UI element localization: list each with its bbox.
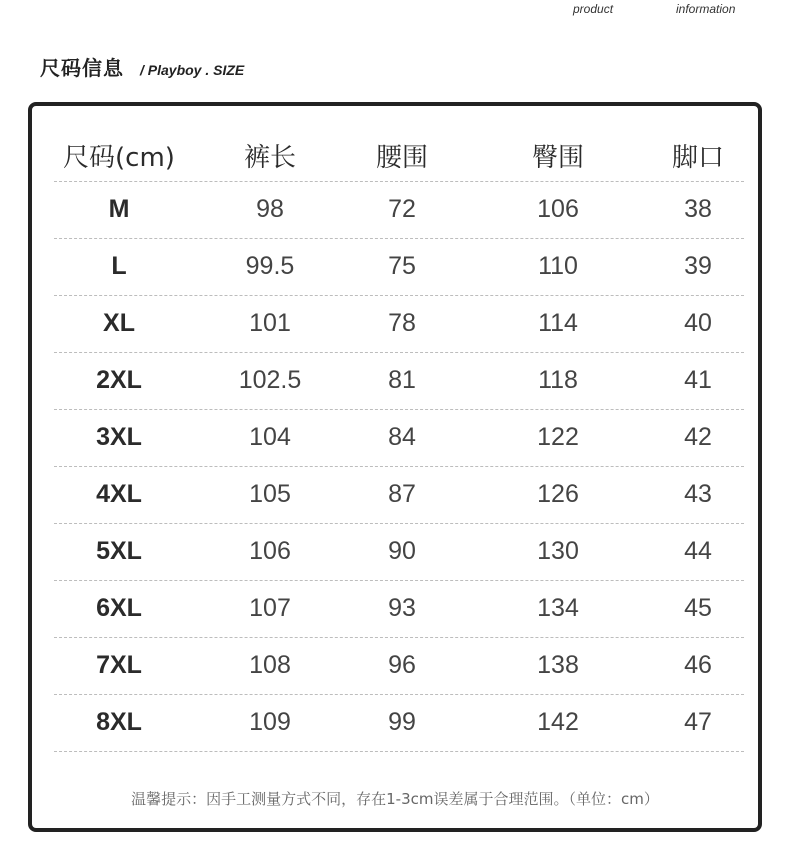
measurement-cell: 90 [388,537,416,565]
size-label-cell: 8XL [96,708,142,736]
measurement-cell: 130 [537,537,579,565]
meta-information-label: information [676,2,736,16]
size-label-cell: XL [103,309,135,337]
table-row [54,409,744,466]
measurement-cell: 102.5 [238,366,302,394]
size-label-cell: 5XL [96,537,142,565]
measurement-cell: 107 [249,594,291,622]
measurement-cell: 44 [684,537,712,565]
column-header: 腰围 [375,142,428,173]
measurement-cell: 114 [538,309,578,337]
table-row [54,694,744,751]
column-header: 脚口 [671,142,724,173]
page-subtitle: / Playboy . SIZE [140,62,245,78]
measurement-cell: 75 [388,252,416,280]
measurement-cell: 110 [538,252,578,280]
measurement-cell: 41 [684,366,712,394]
measurement-note: 温馨提示：因手工测量方式不同，存在1-3cm误差属于合理范围。（单位：cm） [131,790,659,808]
measurement-cell: 108 [249,651,291,679]
table-row [54,181,744,238]
measurement-cell: 93 [388,594,416,622]
table-row [54,295,744,352]
measurement-cell: 142 [537,708,579,736]
size-label-cell: M [108,195,130,223]
table-row [54,523,744,580]
measurement-cell: 39 [684,252,712,280]
measurement-cell: 99.5 [245,252,295,280]
size-label-cell: 2XL [96,366,142,394]
measurement-cell: 122 [537,423,579,451]
measurement-cell: 45 [684,594,712,622]
measurement-cell: 126 [537,480,579,508]
column-header: 臀围 [531,142,584,173]
size-label-cell: 4XL [96,480,142,508]
column-header: 裤长 [243,142,296,173]
measurement-cell: 105 [249,480,291,508]
size-label-cell: L [111,252,127,280]
measurement-cell: 106 [249,537,291,565]
measurement-cell: 101 [249,309,291,337]
page-title: 尺码信息 [40,56,124,80]
table-header-row [54,132,744,178]
size-label-cell: 3XL [96,423,142,451]
measurement-cell: 98 [256,195,284,223]
measurement-cell: 96 [388,651,416,679]
size-label-cell: 7XL [96,651,142,679]
measurement-cell: 84 [388,423,416,451]
table-row [54,238,744,295]
measurement-cell: 104 [249,423,291,451]
measurement-cell: 134 [537,594,579,622]
measurement-cell: 42 [684,423,712,451]
measurement-cell: 109 [249,708,291,736]
measurement-cell: 87 [388,480,416,508]
meta-product-label: product [573,2,614,16]
measurement-cell: 81 [388,366,416,394]
table-row [54,637,744,694]
table-row [54,580,744,637]
measurement-cell: 40 [684,309,712,337]
measurement-cell: 118 [538,366,578,394]
measurement-cell: 138 [537,651,579,679]
size-label-cell: 6XL [96,594,142,622]
measurement-cell: 47 [684,708,712,736]
measurement-cell: 43 [684,480,712,508]
top-meta [0,2,790,20]
column-header: 尺码(cm) [63,142,175,173]
section-header [40,52,244,80]
measurement-cell: 78 [388,309,416,337]
measurement-cell: 38 [684,195,712,223]
measurement-cell: 46 [684,651,712,679]
row-divider [54,751,744,752]
size-table-card [28,102,762,832]
table-row [54,352,744,409]
measurement-cell: 99 [388,708,416,736]
table-row [54,466,744,523]
measurement-cell: 72 [388,195,416,223]
measurement-cell: 106 [537,195,579,223]
